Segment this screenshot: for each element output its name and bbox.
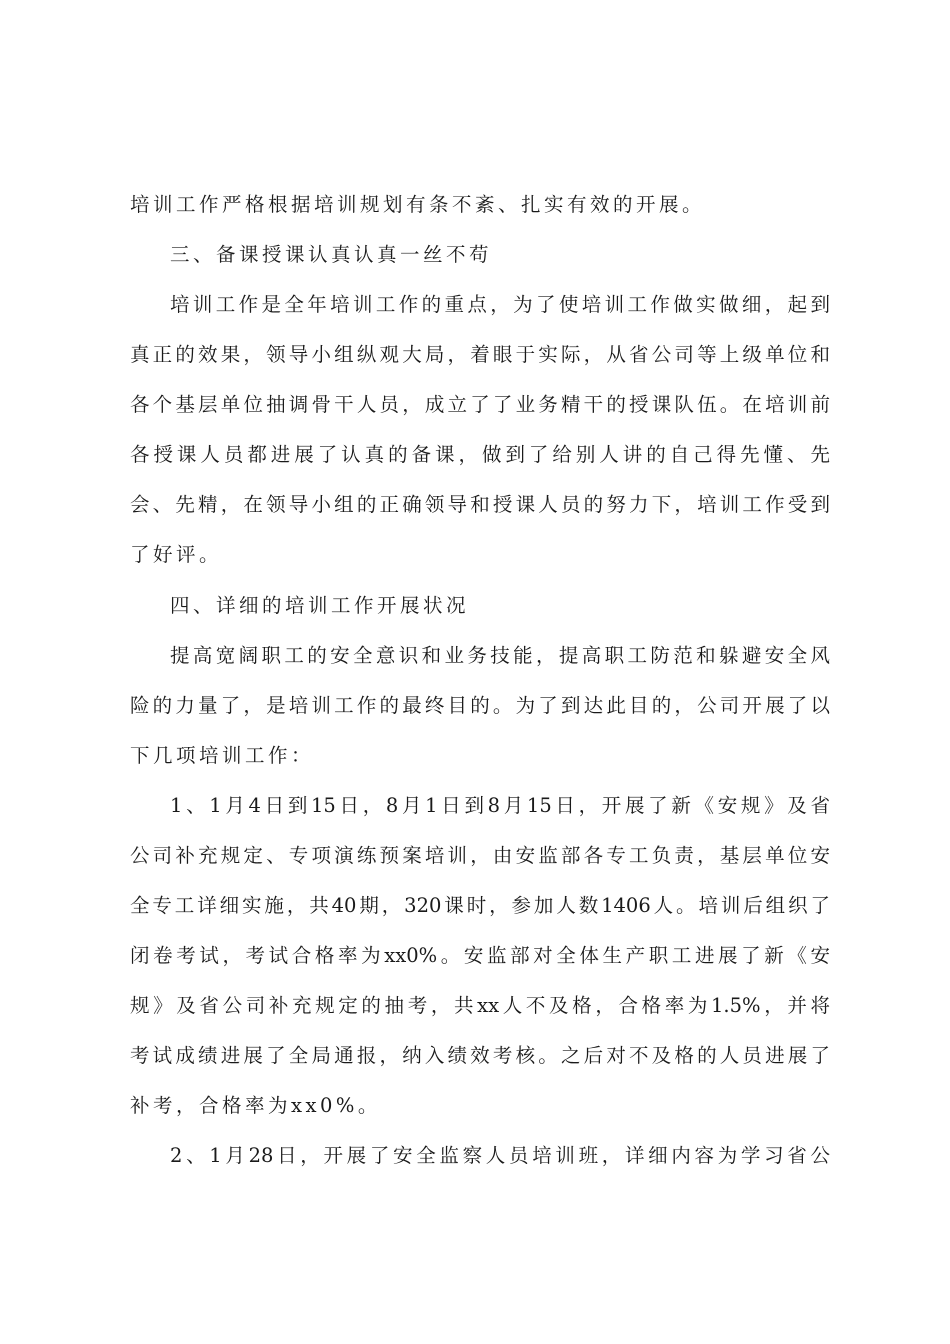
paragraph-line: 全专工详细实施，共40期，320课时，参加人数1406人。培训后组织了 xyxy=(130,894,830,917)
section-heading: 四、详细的培训工作开展状况 xyxy=(170,594,470,617)
paragraph-line: 闭卷考试，考试合格率为xx0%。安监部对全体生产职工进展了新《安 xyxy=(130,944,830,967)
paragraph-line: 各授课人员都进展了认真的备课，做到了给别人讲的自己得先懂、先 xyxy=(130,443,830,466)
section-heading: 三、备课授课认真认真一丝不苟 xyxy=(170,243,493,266)
paragraph-line: 培训工作严格根据培训规划有条不紊、扎实有效的开展。 xyxy=(130,193,706,216)
paragraph-line: 规》及省公司补充规定的抽考，共xx人不及格，合格率为1.5%，并将 xyxy=(130,994,830,1017)
paragraph-line: 各个基层单位抽调骨干人员，成立了了业务精干的授课队伍。在培训前 xyxy=(130,393,830,416)
paragraph-line: 真正的效果，领导小组纵观大局，着眼于实际，从省公司等上级单位和 xyxy=(130,343,830,366)
paragraph-line: 考试成绩进展了全局通报，纳入绩效考核。之后对不及格的人员进展了 xyxy=(130,1044,830,1067)
paragraph-line: 公司补充规定、专项演练预案培训，由安监部各专工负责，基层单位安 xyxy=(130,844,830,867)
paragraph-line: 会、先精，在领导小组的正确领导和授课人员的努力下，培训工作受到 xyxy=(130,493,830,516)
paragraph-line: 1、1月4日到15日，8月1日到8月15日，开展了新《安规》及省 xyxy=(170,794,830,817)
paragraph-line: 险的力量了，是培训工作的最终目的。为了到达此目的，公司开展了以 xyxy=(130,694,830,717)
paragraph-line: 培训工作是全年培训工作的重点，为了使培训工作做实做细，起到 xyxy=(170,293,830,316)
paragraph-line: 下几项培训工作： xyxy=(130,744,315,767)
paragraph-line: 补考，合格率为xx0%。 xyxy=(130,1094,381,1117)
paragraph-line: 了好评。 xyxy=(130,543,223,566)
paragraph-line: 2、1月28日，开展了安全监察人员培训班，详细内容为学习省公 xyxy=(170,1144,830,1167)
paragraph-line: 提高宽阔职工的安全意识和业务技能，提高职工防范和躲避安全风 xyxy=(170,644,830,667)
